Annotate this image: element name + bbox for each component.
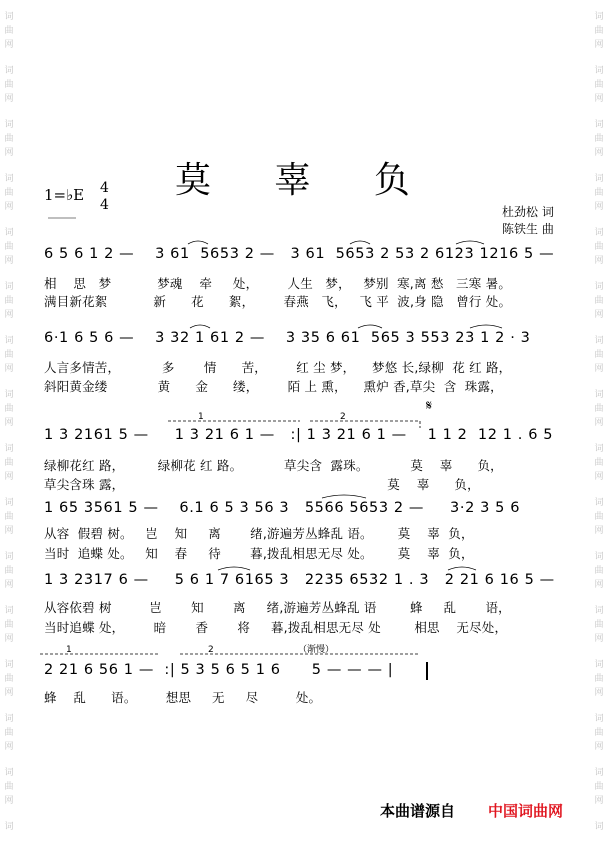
slur-mark: [456, 241, 484, 244]
watermark-char: 网: [4, 796, 14, 806]
watermark-char: 词: [594, 660, 604, 670]
watermark-char: 曲: [594, 782, 604, 792]
watermark-char: 词: [594, 822, 604, 832]
watermark-char: 网: [4, 202, 14, 212]
watermark-char: 网: [4, 256, 14, 266]
watermark-char: 词: [4, 444, 14, 454]
song-title: 莫 辜 负: [175, 160, 436, 201]
watermark-char: 网: [594, 94, 604, 104]
notation-line-1: 6 5 6 1 2 — 3 61 5653 2 — 3 61 5653 2 53 2 6123 1216 5 —: [44, 246, 555, 262]
watermark-char: 词: [594, 768, 604, 778]
watermark-char: 网: [4, 40, 14, 50]
watermark-char: 网: [4, 526, 14, 536]
watermark-char: 曲: [594, 242, 604, 252]
watermark-char: 曲: [4, 242, 14, 252]
watermark-char: 网: [4, 94, 14, 104]
watermark-char: 曲: [4, 620, 14, 630]
watermark-char: 词: [4, 498, 14, 508]
slur-mark: [350, 241, 370, 244]
notation-line-2: 6·1 6 5 6 — 3 32 1 61 2 — 3 35 6 61 565 3 553 23 1 2 · 3: [44, 330, 531, 346]
watermark-char: 网: [594, 418, 604, 428]
watermark-char: 曲: [4, 458, 14, 468]
watermark-char: 词: [4, 714, 14, 724]
watermark-char: 词: [594, 552, 604, 562]
watermark-char: 网: [4, 634, 14, 644]
site-name[interactable]: 中国词曲网: [488, 802, 564, 820]
watermark-char: 曲: [594, 134, 604, 144]
notation-line-4: 1 65 3561 5 — 6.1 6 5 3 56 3 5566 5653 2 — 3·2 3 5 6: [44, 500, 521, 516]
watermark-char: 词: [4, 552, 14, 562]
watermark-char: 曲: [4, 80, 14, 90]
watermark-char: 词: [4, 12, 14, 22]
watermark-char: 网: [594, 364, 604, 374]
slur-mark: [188, 241, 208, 244]
watermark-char: 网: [594, 742, 604, 752]
watermark-char: 网: [594, 202, 604, 212]
watermark-char: 网: [4, 418, 14, 428]
watermark-char: 网: [4, 310, 14, 320]
watermark-char: 曲: [4, 512, 14, 522]
lyric-line-1b: 满目新花絮 新 花 絮， 春燕 飞， 飞 平 波,身 隐 曾行 处。: [44, 294, 512, 309]
watermark-char: 曲: [594, 188, 604, 198]
watermark-char: 曲: [4, 404, 14, 414]
lyric-line-5b: 当时追蝶 处， 暗 香 将 暮,拨乱相思无尽 处 相思 无尽处，: [44, 620, 508, 635]
watermark-char: 词: [4, 282, 14, 292]
watermark-char: 词: [4, 660, 14, 670]
watermark-char: 词: [594, 714, 604, 724]
volta-2-label: 2: [340, 412, 346, 422]
watermark-char: 词: [594, 498, 604, 508]
watermark-char: 曲: [4, 26, 14, 36]
watermark-char: 网: [4, 688, 14, 698]
watermark-char: 曲: [594, 350, 604, 360]
watermark-char: 词: [4, 120, 14, 130]
slur-mark: [218, 567, 250, 570]
volta-1-label-end: 1: [66, 645, 72, 655]
slur-mark: [358, 325, 382, 328]
slur-mark: [322, 495, 366, 498]
watermark-char: 网: [4, 148, 14, 158]
watermark-char: 曲: [594, 674, 604, 684]
composer-credit: 陈铁生 曲: [502, 222, 554, 236]
volta-bracket: [310, 421, 420, 428]
watermark-char: 词: [594, 228, 604, 238]
watermark-char: 曲: [4, 566, 14, 576]
watermark-char: 词: [594, 606, 604, 616]
time-signature-top: 4: [100, 180, 109, 196]
watermark-char: 曲: [594, 620, 604, 630]
watermark-char: 曲: [4, 782, 14, 792]
lyric-line-4b: 当时 追蝶 处。 知 春 待 暮,拨乱相思无尽 处。 莫 辜 负，: [44, 546, 474, 561]
lyric-line-4a: 从容 假碧 树。 岂 知 离 绪,游遍芳丛蜂乱 语。 莫 辜 负，: [44, 526, 474, 541]
watermark-char: 曲: [4, 188, 14, 198]
watermark-char: 曲: [4, 674, 14, 684]
watermark-char: 曲: [4, 350, 14, 360]
lyric-line-1a: 相 思 梦 梦魂 牵 处， 人生 梦， 梦别 寒,离 愁 三寒 暑。: [44, 276, 512, 291]
tempo-marking: （渐慢）: [298, 645, 335, 655]
watermark-char: 网: [594, 796, 604, 806]
watermark-char: 词: [4, 336, 14, 346]
watermark-char: 网: [594, 634, 604, 644]
watermark-char: 曲: [4, 134, 14, 144]
watermark-char: 词: [4, 390, 14, 400]
watermark-char: 曲: [594, 80, 604, 90]
watermark-char: 曲: [594, 404, 604, 414]
watermark-char: 网: [594, 40, 604, 50]
lyric-line-5a: 从容依碧 树 岂 知 离 绪,游遍芳丛蜂乱 语 蜂 乱 语，: [44, 600, 511, 615]
watermark-char: 词: [594, 120, 604, 130]
watermark-char: 词: [594, 336, 604, 346]
watermark-char: 网: [594, 148, 604, 158]
watermark-char: 词: [4, 606, 14, 616]
watermark-char: 网: [594, 526, 604, 536]
watermark-char: 网: [4, 364, 14, 374]
watermark-char: 词: [4, 66, 14, 76]
watermark-char: 词: [594, 444, 604, 454]
slur-mark: [448, 567, 476, 570]
time-signature-bottom: 4: [100, 197, 109, 213]
volta-1-label: 1: [198, 412, 204, 422]
lyric-line-2b: 斜阳黄金缕 黄 金 缕， 陌 上 熏， 熏炉 香,草尖 含 珠露，: [44, 379, 503, 394]
slur-mark: [190, 325, 210, 328]
watermark-char: 词: [594, 174, 604, 184]
watermark-char: 网: [4, 580, 14, 590]
watermark-char: 曲: [4, 728, 14, 738]
watermark-char: 词: [4, 768, 14, 778]
watermark-char: 曲: [594, 566, 604, 576]
watermark-char: 曲: [594, 512, 604, 522]
watermark-char: 词: [594, 66, 604, 76]
slur-mark: [470, 325, 502, 328]
watermark-char: 词: [4, 822, 14, 832]
watermark-char: 网: [594, 580, 604, 590]
watermark-char: 曲: [594, 728, 604, 738]
watermark-char: 词: [594, 12, 604, 22]
watermark-char: 词: [594, 390, 604, 400]
lyric-line-3a: 绿柳花红 路， 绿柳花 红 路。 草尖含 露珠。 莫 辜 负，: [44, 458, 503, 473]
notation-line-3: 1 3 2161 5 — 1 3 21 6 1 — :| 1 3 21 6 1 — 1 1 2 12 1 . 6 5: [44, 427, 554, 443]
watermark-char: 网: [4, 742, 14, 752]
watermark-char: 网: [594, 472, 604, 482]
lyric-line-3b: 草尖含珠 露， 莫 辜 负，: [44, 477, 480, 492]
watermark-char: 词: [4, 228, 14, 238]
lyricist-credit: 杜劲松 词: [502, 205, 554, 219]
watermark-char: 曲: [594, 26, 604, 36]
segno-sign: 𝄋: [426, 398, 433, 414]
watermark-char: 曲: [594, 458, 604, 468]
notation-line-5: 1 3 2317 6 — 5 6 1 7 6165 3 2235 6532 1 . 3 2 21 6 16 5 —: [44, 572, 555, 588]
watermark-char: 网: [594, 688, 604, 698]
watermark-char: 词: [4, 174, 14, 184]
source-text: 本曲谱源自: [380, 802, 456, 820]
volta-2-label-end: 2: [208, 645, 214, 655]
watermark-char: 曲: [594, 296, 604, 306]
watermark-char: 词: [594, 282, 604, 292]
watermark-char: 网: [594, 310, 604, 320]
lyric-line-6a: 蜂 乱 语。 想思 无 尽 处。: [44, 690, 322, 705]
lyric-line-2a: 人言多情苦， 多 情 苦， 红 尘 梦， 梦悠 长,绿柳 花 红 路，: [44, 360, 512, 375]
notation-line-6: 2 21 6 56 1 — :| 5 3 5 6 5 1 6 5 — — — |: [44, 662, 394, 678]
watermark-char: 曲: [4, 296, 14, 306]
key-signature: 1=♭E: [44, 186, 85, 204]
watermark-char: 网: [4, 472, 14, 482]
watermark-char: 网: [594, 256, 604, 266]
